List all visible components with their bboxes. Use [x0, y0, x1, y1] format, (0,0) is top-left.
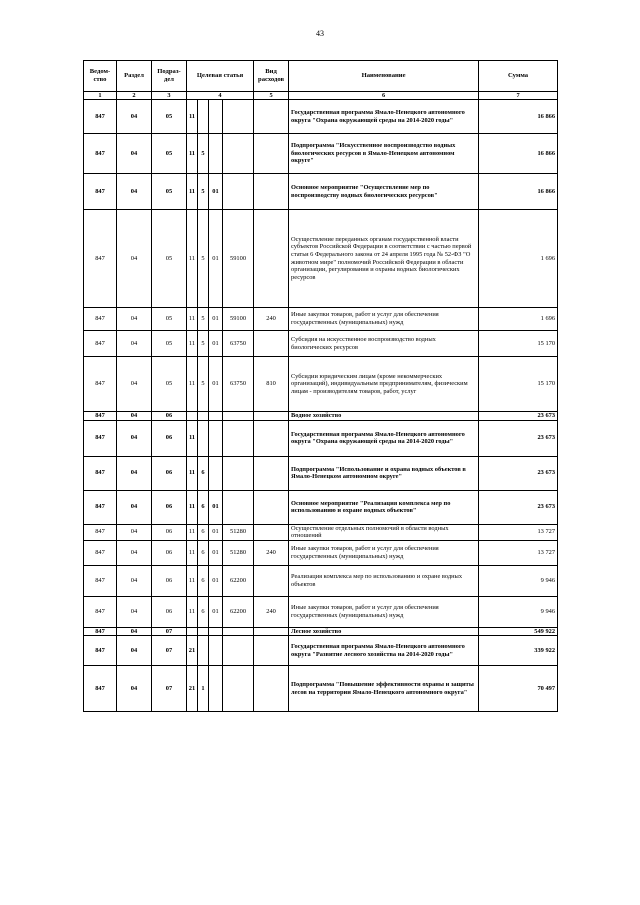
cell-name: Реализация комплекса мер по использованию и охране водных объектов	[289, 565, 479, 596]
cell-name: Субсидия на искусственное воспроизводство водных биологических ресурсов	[289, 331, 479, 357]
cell-sum: 23 673	[479, 456, 558, 490]
header-target: Целевая статья	[187, 61, 254, 92]
cell-target-subprogram	[198, 412, 209, 421]
cell-target-program: 21	[187, 636, 198, 666]
table-row	[84, 596, 558, 627]
cell-target-subprogram: 6	[198, 540, 209, 565]
cell-vid: 240	[254, 596, 289, 627]
cell-vid	[254, 420, 289, 456]
cell-target-direction	[223, 412, 254, 421]
cell-vid: 810	[254, 357, 289, 412]
cell-target-program: 11	[187, 420, 198, 456]
cell-target-program: 11	[187, 174, 198, 210]
header-name: Наименование	[289, 61, 479, 92]
table-row	[84, 490, 558, 524]
cell-target-program: 11	[187, 210, 198, 308]
cell-target-direction	[223, 134, 254, 174]
header-row	[84, 61, 558, 92]
cell-sum: 16 866	[479, 134, 558, 174]
cell-vedomstvo: 847	[84, 357, 117, 412]
cell-target-direction	[223, 627, 254, 636]
cell-target-event	[209, 627, 223, 636]
cell-name: Основное мероприятие "Реализация комплекса мер по использованию и охране водных объектов"	[289, 490, 479, 524]
table-row	[84, 134, 558, 174]
cell-target-subprogram	[198, 420, 209, 456]
cell-name: Иные закупки товаров, работ и услуг для обеспечения государственных (муниципальных) нужд	[289, 308, 479, 331]
cell-target-event	[209, 100, 223, 134]
cell-vid	[254, 412, 289, 421]
cell-vid: 240	[254, 308, 289, 331]
column-number: 2	[117, 92, 152, 100]
cell-vedomstvo: 847	[84, 636, 117, 666]
cell-vedomstvo: 847	[84, 666, 117, 712]
cell-vid	[254, 627, 289, 636]
cell-sum: 70 497	[479, 666, 558, 712]
cell-target-subprogram: 5	[198, 331, 209, 357]
cell-sum: 23 673	[479, 412, 558, 421]
cell-podrazdel: 05	[152, 174, 187, 210]
table-row	[84, 174, 558, 210]
table-row	[84, 412, 558, 421]
cell-vedomstvo: 847	[84, 524, 117, 540]
cell-sum: 15 170	[479, 357, 558, 412]
table-row	[84, 627, 558, 636]
cell-podrazdel: 06	[152, 540, 187, 565]
header-sum: Сумма	[479, 61, 558, 92]
cell-razdel: 04	[117, 666, 152, 712]
cell-target-program: 11	[187, 134, 198, 174]
cell-sum: 549 922	[479, 627, 558, 636]
cell-vedomstvo: 847	[84, 134, 117, 174]
table-row	[84, 100, 558, 134]
cell-target-event: 01	[209, 174, 223, 210]
cell-target-direction: 51280	[223, 540, 254, 565]
cell-target-direction	[223, 636, 254, 666]
cell-razdel: 04	[117, 357, 152, 412]
cell-podrazdel: 06	[152, 420, 187, 456]
cell-razdel: 04	[117, 490, 152, 524]
cell-vedomstvo: 847	[84, 174, 117, 210]
cell-name: Государственная программа Ямало-Ненецкого автономного округа "Охрана окружающей среды на 2014-2020 годы"	[289, 420, 479, 456]
cell-name: Осуществление переданных органам государственной власти субъектов Российской Федерации в соответствии с частью первой статьи 6 Федерального закона от 24 апреля 1995 года № 52-ФЗ "О животном мире" полномочий Российской Федерации в области организации, регулирования и охраны водных биологических ресурсов	[289, 210, 479, 308]
cell-name: Водное хозяйство	[289, 412, 479, 421]
cell-podrazdel: 05	[152, 100, 187, 134]
cell-vid	[254, 210, 289, 308]
cell-target-subprogram	[198, 627, 209, 636]
column-number: 7	[479, 92, 558, 100]
cell-target-event	[209, 420, 223, 456]
cell-target-subprogram: 5	[198, 357, 209, 412]
cell-target-direction: 59100	[223, 210, 254, 308]
cell-target-program: 11	[187, 357, 198, 412]
cell-razdel: 04	[117, 420, 152, 456]
table-row	[84, 540, 558, 565]
cell-podrazdel: 06	[152, 490, 187, 524]
cell-target-subprogram: 6	[198, 490, 209, 524]
cell-vedomstvo: 847	[84, 210, 117, 308]
cell-target-subprogram: 5	[198, 210, 209, 308]
header-podrazdel: Подраз-дел	[152, 61, 187, 92]
cell-target-event	[209, 412, 223, 421]
cell-target-event: 01	[209, 524, 223, 540]
cell-target-program: 21	[187, 666, 198, 712]
cell-podrazdel: 05	[152, 134, 187, 174]
column-number: 3	[152, 92, 187, 100]
cell-vid	[254, 524, 289, 540]
cell-sum: 15 170	[479, 331, 558, 357]
page-number: 43	[316, 29, 324, 38]
cell-name: Субсидии юридическим лицам (кроме некоммерческих организаций), индивидуальным предпринимателям, физическим лицам - производителям товаров, работ, услуг	[289, 357, 479, 412]
cell-name: Государственная программа Ямало-Ненецкого автономного округа "Охрана окружающей среды на 2014-2020 годы"	[289, 100, 479, 134]
cell-target-subprogram	[198, 100, 209, 134]
cell-name: Иные закупки товаров, работ и услуг для обеспечения государственных (муниципальных) нужд	[289, 596, 479, 627]
cell-razdel: 04	[117, 331, 152, 357]
cell-target-event	[209, 666, 223, 712]
table-row	[84, 331, 558, 357]
cell-razdel: 04	[117, 596, 152, 627]
cell-podrazdel: 07	[152, 627, 187, 636]
header-vedomstvo: Ведом-ство	[84, 61, 117, 92]
header-vid: Вид расходов	[254, 61, 289, 92]
cell-target-direction	[223, 490, 254, 524]
cell-vid	[254, 666, 289, 712]
table-row	[84, 636, 558, 666]
cell-target-event: 01	[209, 210, 223, 308]
cell-podrazdel: 06	[152, 596, 187, 627]
table-row	[84, 308, 558, 331]
cell-vedomstvo: 847	[84, 100, 117, 134]
cell-target-program: 11	[187, 490, 198, 524]
cell-name: Лесное хозяйство	[289, 627, 479, 636]
cell-razdel: 04	[117, 134, 152, 174]
cell-vedomstvo: 847	[84, 456, 117, 490]
cell-target-direction: 59100	[223, 308, 254, 331]
cell-target-program: 11	[187, 540, 198, 565]
cell-target-program: 11	[187, 596, 198, 627]
cell-sum: 1 696	[479, 210, 558, 308]
cell-target-direction: 62200	[223, 565, 254, 596]
cell-podrazdel: 05	[152, 331, 187, 357]
cell-target-event: 01	[209, 565, 223, 596]
column-number: 6	[289, 92, 479, 100]
cell-target-event	[209, 456, 223, 490]
cell-vedomstvo: 847	[84, 627, 117, 636]
cell-target-subprogram: 6	[198, 456, 209, 490]
cell-sum: 339 922	[479, 636, 558, 666]
budget-table	[83, 60, 558, 712]
cell-podrazdel: 06	[152, 412, 187, 421]
cell-razdel: 04	[117, 627, 152, 636]
cell-target-program: 11	[187, 308, 198, 331]
cell-vedomstvo: 847	[84, 596, 117, 627]
column-number: 1	[84, 92, 117, 100]
cell-name: Подпрограмма "Использование и охрана водных объектов в Ямало-Ненецком автономном округе"	[289, 456, 479, 490]
table-row	[84, 524, 558, 540]
cell-name: Государственная программа Ямало-Ненецкого автономного округа "Развитие лесного хозяйства на 2014-2020 годы"	[289, 636, 479, 666]
cell-target-subprogram: 6	[198, 596, 209, 627]
cell-podrazdel: 06	[152, 565, 187, 596]
cell-vid	[254, 174, 289, 210]
cell-name: Основное мероприятие "Осуществление мер по воспроизводству водных биологических ресурсов"	[289, 174, 479, 210]
cell-target-direction	[223, 174, 254, 210]
cell-target-direction: 62200	[223, 596, 254, 627]
cell-podrazdel: 06	[152, 456, 187, 490]
cell-vid	[254, 100, 289, 134]
cell-vid: 240	[254, 540, 289, 565]
cell-podrazdel: 05	[152, 308, 187, 331]
cell-vedomstvo: 847	[84, 490, 117, 524]
cell-name: Подпрограмма "Искусственное воспроизводство водных биологических ресурсов в Ямало-Ненецком автономном округе"	[289, 134, 479, 174]
cell-sum: 16 866	[479, 174, 558, 210]
cell-target-event: 01	[209, 331, 223, 357]
cell-razdel: 04	[117, 565, 152, 596]
cell-target-program	[187, 627, 198, 636]
cell-vid	[254, 565, 289, 596]
cell-target-subprogram	[198, 636, 209, 666]
cell-target-event: 01	[209, 357, 223, 412]
cell-target-subprogram: 5	[198, 134, 209, 174]
cell-sum: 13 727	[479, 524, 558, 540]
cell-razdel: 04	[117, 456, 152, 490]
cell-target-direction	[223, 100, 254, 134]
cell-target-direction: 63750	[223, 331, 254, 357]
column-number: 5	[254, 92, 289, 100]
cell-target-direction	[223, 456, 254, 490]
cell-vid	[254, 331, 289, 357]
header-razdel: Раздел	[117, 61, 152, 92]
cell-target-program: 11	[187, 100, 198, 134]
cell-razdel: 04	[117, 174, 152, 210]
cell-podrazdel: 05	[152, 210, 187, 308]
cell-target-subprogram: 6	[198, 524, 209, 540]
cell-sum: 9 946	[479, 596, 558, 627]
cell-target-subprogram: 1	[198, 666, 209, 712]
cell-name: Осуществление отдельных полномочий в области водных отношений	[289, 524, 479, 540]
cell-vid	[254, 490, 289, 524]
cell-target-program: 11	[187, 565, 198, 596]
cell-sum: 23 673	[479, 420, 558, 456]
cell-vedomstvo: 847	[84, 331, 117, 357]
cell-target-direction: 63750	[223, 357, 254, 412]
cell-vedomstvo: 847	[84, 412, 117, 421]
table-row	[84, 456, 558, 490]
cell-vedomstvo: 847	[84, 420, 117, 456]
cell-sum: 1 696	[479, 308, 558, 331]
cell-vid	[254, 134, 289, 174]
cell-target-direction: 51280	[223, 524, 254, 540]
cell-razdel: 04	[117, 540, 152, 565]
cell-sum: 13 727	[479, 540, 558, 565]
cell-target-direction	[223, 666, 254, 712]
cell-razdel: 04	[117, 636, 152, 666]
cell-target-subprogram: 5	[198, 174, 209, 210]
cell-razdel: 04	[117, 210, 152, 308]
cell-target-subprogram: 6	[198, 565, 209, 596]
cell-vedomstvo: 847	[84, 540, 117, 565]
cell-razdel: 04	[117, 100, 152, 134]
cell-target-subprogram: 5	[198, 308, 209, 331]
cell-vid	[254, 456, 289, 490]
cell-target-event	[209, 134, 223, 174]
table-row	[84, 666, 558, 712]
column-number-row	[84, 92, 558, 100]
cell-podrazdel: 07	[152, 666, 187, 712]
cell-podrazdel: 06	[152, 524, 187, 540]
cell-target-program: 11	[187, 456, 198, 490]
cell-name: Иные закупки товаров, работ и услуг для обеспечения государственных (муниципальных) нужд	[289, 540, 479, 565]
cell-razdel: 04	[117, 412, 152, 421]
table-row	[84, 210, 558, 308]
table-row	[84, 565, 558, 596]
cell-name: Подпрограмма "Повышение эффективности охраны и защиты лесов на территории Ямало-Ненецкого автономного округа"	[289, 666, 479, 712]
table-body	[84, 100, 558, 712]
cell-vedomstvo: 847	[84, 565, 117, 596]
table-row	[84, 420, 558, 456]
cell-vid	[254, 636, 289, 666]
cell-podrazdel: 05	[152, 357, 187, 412]
column-number: 4	[187, 92, 254, 100]
cell-target-program: 11	[187, 524, 198, 540]
table-row	[84, 357, 558, 412]
cell-target-event: 01	[209, 540, 223, 565]
cell-razdel: 04	[117, 308, 152, 331]
cell-target-event: 01	[209, 596, 223, 627]
cell-target-program	[187, 412, 198, 421]
cell-sum: 23 673	[479, 490, 558, 524]
cell-target-event	[209, 636, 223, 666]
cell-sum: 16 866	[479, 100, 558, 134]
cell-target-event: 01	[209, 490, 223, 524]
cell-target-direction	[223, 420, 254, 456]
cell-razdel: 04	[117, 524, 152, 540]
cell-vedomstvo: 847	[84, 308, 117, 331]
cell-target-event: 01	[209, 308, 223, 331]
cell-target-program: 11	[187, 331, 198, 357]
cell-podrazdel: 07	[152, 636, 187, 666]
cell-sum: 9 946	[479, 565, 558, 596]
